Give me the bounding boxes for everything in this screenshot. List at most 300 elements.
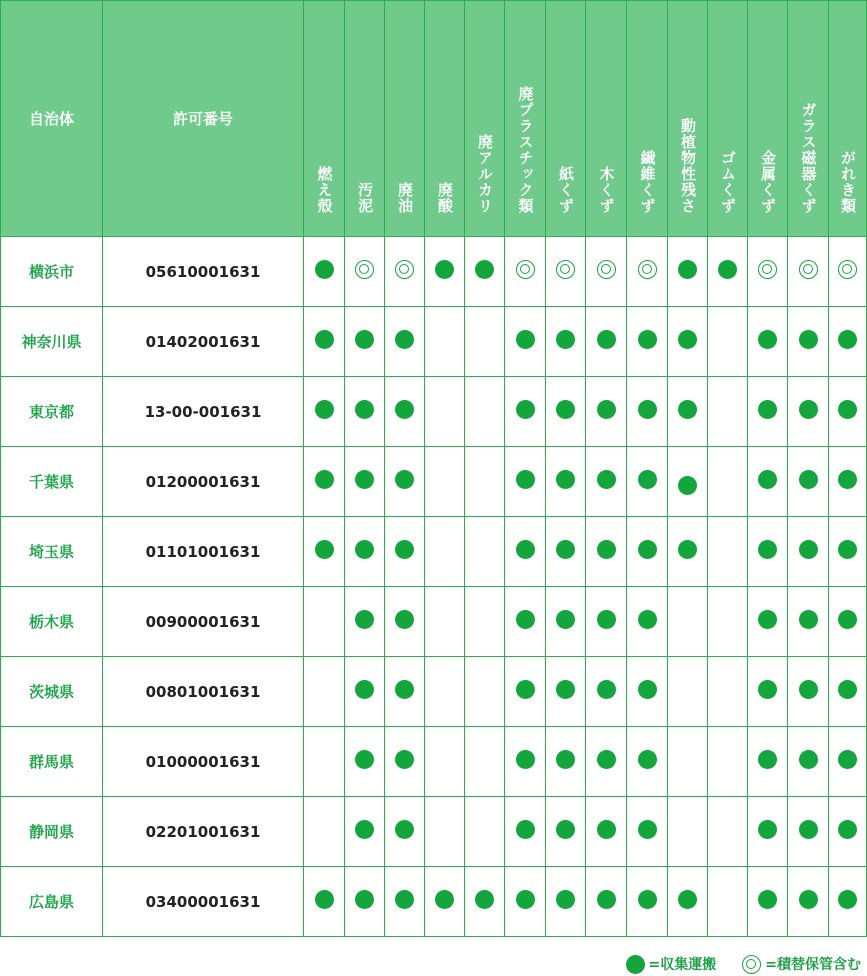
filled-circle-icon (638, 540, 657, 559)
category-mark-cell (668, 727, 708, 797)
category-column-header (304, 1, 345, 237)
filled-circle-icon (758, 890, 777, 909)
category-mark-cell (425, 657, 465, 727)
category-mark-cell (304, 237, 345, 307)
filled-circle-icon (556, 540, 575, 559)
category-mark-cell (385, 657, 425, 727)
category-mark-cell (586, 237, 627, 307)
category-mark-cell (385, 447, 425, 517)
category-mark-cell (627, 377, 668, 447)
category-mark-cell (748, 447, 788, 517)
category-column-header (345, 1, 385, 237)
filled-circle-icon (638, 820, 657, 839)
category-mark-cell (505, 237, 546, 307)
table-row (1, 447, 867, 517)
permit-number-cell: 00900001631 (103, 587, 304, 657)
filled-circle-icon (556, 680, 575, 699)
category-mark-cell (708, 307, 748, 377)
category-mark-cell (304, 797, 345, 867)
category-mark-cell (385, 727, 425, 797)
category-mark-cell (829, 797, 867, 867)
table-row (1, 797, 867, 867)
category-column-header (668, 1, 708, 237)
category-column-header (425, 1, 465, 237)
category-column-header (708, 1, 748, 237)
filled-circle-icon (516, 820, 535, 839)
filled-circle-icon (758, 610, 777, 629)
category-mark-cell (546, 587, 586, 657)
filled-circle-icon (516, 470, 535, 489)
category-mark-cell (829, 307, 867, 377)
filled-circle-icon (395, 680, 414, 699)
table-row (1, 377, 867, 447)
filled-circle-icon (395, 540, 414, 559)
filled-circle-icon (758, 820, 777, 839)
filled-circle-icon (597, 680, 616, 699)
category-mark-cell (708, 237, 748, 307)
category-mark-cell (586, 447, 627, 517)
municipality-cell: 静岡県 (1, 797, 103, 867)
category-mark-cell (788, 657, 829, 727)
category-label: 廃油 (396, 182, 414, 214)
category-label: 動植物性残さ (679, 118, 697, 214)
category-mark-cell (304, 377, 345, 447)
category-mark-cell (345, 657, 385, 727)
category-mark-cell (627, 797, 668, 867)
filled-circle-icon (838, 540, 857, 559)
category-mark-cell (505, 867, 546, 937)
category-mark-cell (748, 727, 788, 797)
legend-item-collection (626, 954, 717, 974)
category-mark-cell (627, 727, 668, 797)
category-mark-cell (668, 797, 708, 867)
legend (606, 954, 861, 974)
filled-circle-icon (638, 890, 657, 909)
category-mark-cell (748, 867, 788, 937)
filled-circle-icon (395, 610, 414, 629)
filled-circle-icon (395, 890, 414, 909)
filled-circle-icon (838, 330, 857, 349)
filled-circle-icon (597, 820, 616, 839)
filled-circle-icon (435, 890, 454, 909)
category-label: 廃プラスチック類 (516, 86, 535, 214)
municipality-cell: 神奈川県 (1, 307, 103, 377)
category-mark-cell (304, 867, 345, 937)
category-column-header (385, 1, 425, 237)
category-mark-cell (465, 517, 505, 587)
filled-circle-icon (678, 540, 697, 559)
category-label: 木くず (597, 166, 616, 214)
category-mark-cell (829, 517, 867, 587)
category-mark-cell (425, 867, 465, 937)
filled-circle-icon (799, 330, 818, 349)
header-row (1, 1, 867, 237)
category-mark-cell (304, 307, 345, 377)
municipality-cell: 広島県 (1, 867, 103, 937)
filled-circle-icon (799, 890, 818, 909)
category-mark-cell (425, 587, 465, 657)
category-mark-cell (627, 587, 668, 657)
category-mark-cell (788, 237, 829, 307)
permit-number-cell: 01402001631 (103, 307, 304, 377)
category-mark-cell (748, 307, 788, 377)
category-label: 燃え殻 (315, 166, 334, 214)
category-label: 汚泥 (356, 182, 374, 214)
filled-circle-icon (838, 750, 857, 769)
municipality-cell: 茨城県 (1, 657, 103, 727)
permit-number-cell: 01000001631 (103, 727, 304, 797)
permit-number-cell: 01200001631 (103, 447, 304, 517)
category-mark-cell (465, 797, 505, 867)
category-mark-cell (385, 307, 425, 377)
permit-number-column-header: 許可番号 (103, 1, 304, 237)
double-circle-icon (556, 260, 575, 279)
category-mark-cell (546, 797, 586, 867)
filled-circle-icon (516, 400, 535, 419)
filled-circle-icon (638, 400, 657, 419)
filled-circle-icon (516, 890, 535, 909)
category-label: ガラス磁器くず (799, 102, 818, 214)
filled-circle-icon (556, 610, 575, 629)
category-mark-cell (425, 447, 465, 517)
category-mark-cell (546, 727, 586, 797)
filled-circle-icon (597, 610, 616, 629)
category-mark-cell (788, 447, 829, 517)
category-mark-cell (546, 307, 586, 377)
category-mark-cell (505, 377, 546, 447)
filled-circle-icon (475, 890, 494, 909)
category-mark-cell (748, 517, 788, 587)
double-circle-icon (597, 260, 616, 279)
filled-circle-icon (516, 610, 535, 629)
municipality-cell: 群馬県 (1, 727, 103, 797)
category-mark-cell (586, 377, 627, 447)
filled-circle-icon (758, 400, 777, 419)
category-mark-cell (627, 867, 668, 937)
filled-circle-icon (516, 680, 535, 699)
category-mark-cell (829, 377, 867, 447)
permit-number-cell: 02201001631 (103, 797, 304, 867)
category-mark-cell (425, 307, 465, 377)
category-mark-cell (668, 307, 708, 377)
filled-circle-icon (315, 330, 334, 349)
category-mark-cell (586, 797, 627, 867)
table-body (1, 237, 867, 937)
category-mark-cell (546, 447, 586, 517)
filled-circle-icon (556, 400, 575, 419)
category-mark-cell (546, 377, 586, 447)
category-mark-cell (627, 657, 668, 727)
filled-circle-icon (626, 955, 645, 974)
filled-circle-icon (799, 610, 818, 629)
category-mark-cell (505, 307, 546, 377)
filled-circle-icon (315, 470, 334, 489)
category-mark-cell (425, 727, 465, 797)
filled-circle-icon (435, 260, 454, 279)
category-mark-cell (546, 867, 586, 937)
permit-number-cell: 03400001631 (103, 867, 304, 937)
category-mark-cell (304, 447, 345, 517)
double-circle-icon (799, 260, 818, 279)
category-mark-cell (829, 867, 867, 937)
category-mark-cell (788, 307, 829, 377)
double-circle-icon (638, 260, 657, 279)
permit-number-cell: 13-00-001631 (103, 377, 304, 447)
filled-circle-icon (799, 750, 818, 769)
filled-circle-icon (799, 820, 818, 839)
municipality-cell: 栃木県 (1, 587, 103, 657)
filled-circle-icon (838, 680, 857, 699)
category-mark-cell (586, 867, 627, 937)
category-mark-cell (748, 797, 788, 867)
category-mark-cell (586, 307, 627, 377)
category-mark-cell (829, 587, 867, 657)
category-mark-cell (788, 587, 829, 657)
category-mark-cell (304, 657, 345, 727)
filled-circle-icon (556, 330, 575, 349)
filled-circle-icon (678, 260, 697, 279)
filled-circle-icon (678, 400, 697, 419)
category-mark-cell (586, 517, 627, 587)
category-mark-cell (708, 377, 748, 447)
category-mark-cell (345, 377, 385, 447)
permit-number-cell: 00801001631 (103, 657, 304, 727)
category-mark-cell (505, 517, 546, 587)
category-mark-cell (385, 867, 425, 937)
category-mark-cell (345, 587, 385, 657)
category-mark-cell (748, 237, 788, 307)
filled-circle-icon (758, 680, 777, 699)
filled-circle-icon (638, 470, 657, 489)
category-mark-cell (465, 587, 505, 657)
filled-circle-icon (597, 890, 616, 909)
filled-circle-icon (355, 470, 374, 489)
legend-label-collection: =収集運搬 (648, 957, 717, 973)
filled-circle-icon (758, 470, 777, 489)
filled-circle-icon (597, 330, 616, 349)
category-column-header (627, 1, 668, 237)
category-label: 繊維くず (638, 150, 657, 214)
table-row (1, 657, 867, 727)
municipality-cell: 東京都 (1, 377, 103, 447)
category-mark-cell (586, 657, 627, 727)
category-mark-cell (668, 377, 708, 447)
filled-circle-icon (355, 890, 374, 909)
category-mark-cell (465, 377, 505, 447)
category-mark-cell (425, 237, 465, 307)
filled-circle-icon (395, 470, 414, 489)
filled-circle-icon (355, 540, 374, 559)
filled-circle-icon (638, 750, 657, 769)
filled-circle-icon (799, 680, 818, 699)
legend-label-transfer-storage: =積替保管含む (765, 957, 861, 973)
filled-circle-icon (799, 470, 818, 489)
category-mark-cell (708, 867, 748, 937)
category-column-header (586, 1, 627, 237)
permit-number-cell: 01101001631 (103, 517, 304, 587)
table-row (1, 587, 867, 657)
category-mark-cell (304, 587, 345, 657)
category-label: 金属くず (759, 150, 777, 214)
filled-circle-icon (758, 330, 777, 349)
category-mark-cell (748, 657, 788, 727)
category-mark-cell (668, 657, 708, 727)
table-header (1, 1, 867, 237)
filled-circle-icon (799, 400, 818, 419)
category-mark-cell (829, 657, 867, 727)
filled-circle-icon (556, 470, 575, 489)
filled-circle-icon (597, 400, 616, 419)
category-label: ゴムくず (719, 150, 737, 214)
category-mark-cell (627, 517, 668, 587)
filled-circle-icon (838, 610, 857, 629)
category-column-header (829, 1, 867, 237)
double-circle-icon (516, 260, 535, 279)
category-mark-cell (788, 377, 829, 447)
category-mark-cell (586, 587, 627, 657)
category-mark-cell (505, 447, 546, 517)
filled-circle-icon (597, 750, 616, 769)
category-mark-cell (505, 727, 546, 797)
filled-circle-icon (315, 890, 334, 909)
category-column-header (465, 1, 505, 237)
category-mark-cell (708, 517, 748, 587)
filled-circle-icon (678, 890, 697, 909)
municipality-column-header: 自治体 (1, 1, 103, 237)
filled-circle-icon (758, 750, 777, 769)
filled-circle-icon (638, 330, 657, 349)
category-mark-cell (708, 447, 748, 517)
municipality-cell: 千葉県 (1, 447, 103, 517)
filled-circle-icon (678, 476, 697, 495)
filled-circle-icon (597, 540, 616, 559)
filled-circle-icon (395, 400, 414, 419)
double-circle-icon (742, 955, 761, 974)
category-mark-cell (345, 237, 385, 307)
category-mark-cell (748, 587, 788, 657)
category-mark-cell (668, 867, 708, 937)
category-mark-cell (586, 727, 627, 797)
filled-circle-icon (315, 400, 334, 419)
category-mark-cell (304, 727, 345, 797)
category-mark-cell (668, 447, 708, 517)
permit-number-cell: 05610001631 (103, 237, 304, 307)
table-row (1, 307, 867, 377)
category-mark-cell (345, 517, 385, 587)
filled-circle-icon (395, 330, 414, 349)
category-column-header (788, 1, 829, 237)
filled-circle-icon (838, 400, 857, 419)
filled-circle-icon (395, 750, 414, 769)
category-mark-cell (788, 727, 829, 797)
filled-circle-icon (556, 750, 575, 769)
category-mark-cell (465, 657, 505, 727)
filled-circle-icon (475, 260, 494, 279)
filled-circle-icon (315, 260, 334, 279)
filled-circle-icon (355, 400, 374, 419)
category-mark-cell (304, 517, 345, 587)
category-mark-cell (385, 237, 425, 307)
category-mark-cell (465, 307, 505, 377)
category-mark-cell (829, 237, 867, 307)
filled-circle-icon (556, 890, 575, 909)
category-label: がれき類 (839, 150, 857, 214)
category-mark-cell (546, 237, 586, 307)
filled-circle-icon (395, 820, 414, 839)
category-mark-cell (627, 447, 668, 517)
filled-circle-icon (799, 540, 818, 559)
filled-circle-icon (556, 820, 575, 839)
filled-circle-icon (638, 610, 657, 629)
category-column-header (748, 1, 788, 237)
category-mark-cell (627, 307, 668, 377)
filled-circle-icon (355, 680, 374, 699)
category-mark-cell (345, 447, 385, 517)
filled-circle-icon (355, 820, 374, 839)
category-label: 廃酸 (436, 182, 454, 214)
double-circle-icon (758, 260, 777, 279)
category-mark-cell (668, 517, 708, 587)
category-label: 紙くず (557, 166, 575, 214)
filled-circle-icon (597, 470, 616, 489)
category-mark-cell (505, 797, 546, 867)
category-mark-cell (385, 377, 425, 447)
category-mark-cell (708, 727, 748, 797)
category-mark-cell (546, 517, 586, 587)
category-mark-cell (345, 727, 385, 797)
filled-circle-icon (516, 330, 535, 349)
category-mark-cell (425, 377, 465, 447)
legend-item-transfer-storage (742, 954, 861, 974)
filled-circle-icon (355, 750, 374, 769)
category-mark-cell (668, 587, 708, 657)
category-mark-cell (345, 867, 385, 937)
category-mark-cell (829, 727, 867, 797)
filled-circle-icon (315, 540, 334, 559)
category-mark-cell (465, 237, 505, 307)
municipality-cell: 横浜市 (1, 237, 103, 307)
municipality-cell: 埼玉県 (1, 517, 103, 587)
filled-circle-icon (516, 750, 535, 769)
category-mark-cell (465, 867, 505, 937)
category-column-header (546, 1, 586, 237)
category-mark-cell (385, 587, 425, 657)
category-mark-cell (465, 447, 505, 517)
category-mark-cell (505, 587, 546, 657)
filled-circle-icon (838, 890, 857, 909)
category-mark-cell (788, 517, 829, 587)
filled-circle-icon (838, 470, 857, 489)
filled-circle-icon (355, 330, 374, 349)
category-mark-cell (385, 797, 425, 867)
filled-circle-icon (838, 820, 857, 839)
category-mark-cell (788, 867, 829, 937)
filled-circle-icon (638, 680, 657, 699)
category-mark-cell (425, 517, 465, 587)
category-mark-cell (505, 657, 546, 727)
filled-circle-icon (758, 540, 777, 559)
category-mark-cell (345, 797, 385, 867)
filled-circle-icon (355, 610, 374, 629)
category-mark-cell (345, 307, 385, 377)
category-mark-cell (465, 727, 505, 797)
category-mark-cell (546, 657, 586, 727)
double-circle-icon (395, 260, 414, 279)
table-row (1, 517, 867, 587)
category-mark-cell (708, 587, 748, 657)
category-label: 廃アルカリ (476, 134, 494, 214)
category-mark-cell (829, 447, 867, 517)
